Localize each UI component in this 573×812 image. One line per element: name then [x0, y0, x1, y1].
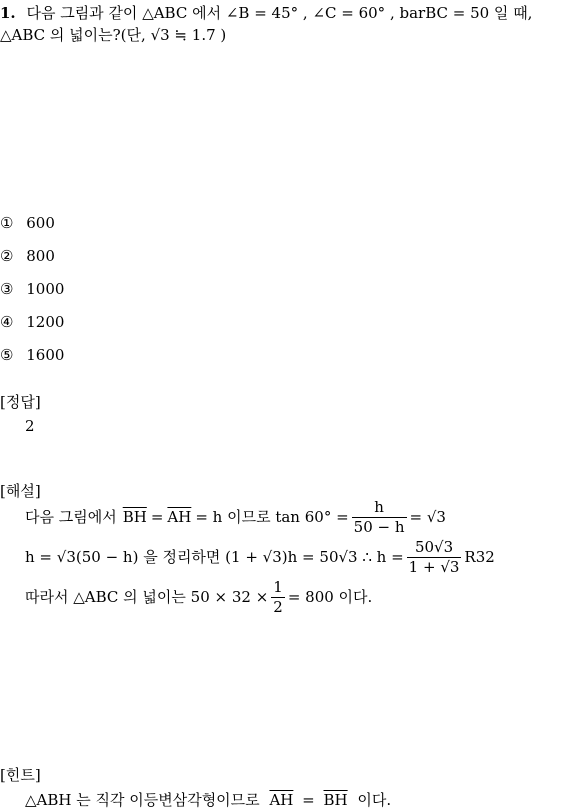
choice-5[interactable]	[0, 348, 64, 363]
fraction-numerator: 1	[273, 578, 283, 596]
question-text-1: 다음 그림과 같이 △ABC 에서 ∠B = 45° , ∠C = 60° , barBC = 50 일 때,	[26, 4, 533, 22]
explanation-text: = h 이므로 tan 60° =	[195, 508, 349, 526]
question-line-2	[0, 28, 226, 43]
fraction	[271, 580, 285, 615]
choice-value: 1200	[26, 313, 65, 331]
explanation-text: 따라서 △ABC 의 넓이는 50 × 32 ×	[25, 588, 269, 606]
explanation-line-3	[25, 580, 372, 615]
hint-text: △ABH 는 직각 이등변삼각형이므로	[25, 791, 260, 809]
answer-value: 2	[25, 417, 35, 435]
fraction-denominator: 1 + √3	[408, 558, 460, 576]
explanation-text: 다음 그림에서	[25, 508, 117, 526]
fraction-numerator: h	[374, 498, 384, 516]
fraction-denominator: 50 − h	[353, 518, 405, 536]
choice-2[interactable]	[0, 249, 55, 264]
hint-text: 이다.	[357, 791, 392, 809]
segment-bh: $\overline{BH}$	[122, 508, 147, 526]
hint-line	[25, 793, 391, 808]
explanation-text: = √3	[409, 508, 446, 526]
answer-label: [정답]	[0, 393, 41, 411]
fraction	[407, 540, 462, 575]
choice-marker: ⑤	[0, 346, 14, 364]
hint-label: [힌트]	[0, 766, 41, 784]
question-number: 1.	[0, 4, 16, 22]
choice-4[interactable]	[0, 315, 64, 330]
choice-marker: ①	[0, 214, 14, 232]
choice-marker: ③	[0, 280, 14, 298]
choice-marker: ④	[0, 313, 14, 331]
question-text-2: △ABC 의 넓이는?(단, √3 ≒ 1.7 )	[0, 26, 227, 44]
explanation-text: R32	[464, 548, 495, 566]
explanation-line-1	[25, 500, 446, 535]
segment-bh: $\overline{BH}$	[323, 791, 348, 809]
explanation-text: h = √3(50 − h) 을 정리하면 (1 + √3)h = 50√3 ∴ h =	[25, 548, 404, 566]
equals-sign: =	[150, 508, 164, 526]
fraction-numerator: 50√3	[414, 538, 454, 556]
explanation-text: = 800 이다.	[287, 588, 373, 606]
segment-ah: $\overline{AH}$	[269, 791, 294, 809]
choice-value: 1000	[26, 280, 65, 298]
choice-1[interactable]	[0, 216, 55, 231]
choice-value: 800	[26, 247, 55, 265]
segment-ah: $\overline{AH}$	[167, 508, 192, 526]
equals-sign: =	[302, 791, 315, 809]
choice-3[interactable]	[0, 282, 64, 297]
choice-marker: ②	[0, 247, 14, 265]
choice-value: 1600	[26, 346, 65, 364]
choice-value: 600	[26, 214, 55, 232]
question-line-1	[0, 6, 532, 21]
fraction	[352, 500, 407, 535]
explanation-line-2	[25, 540, 495, 575]
fraction-denominator: 2	[273, 598, 283, 616]
explanation-label: [해설]	[0, 482, 41, 500]
